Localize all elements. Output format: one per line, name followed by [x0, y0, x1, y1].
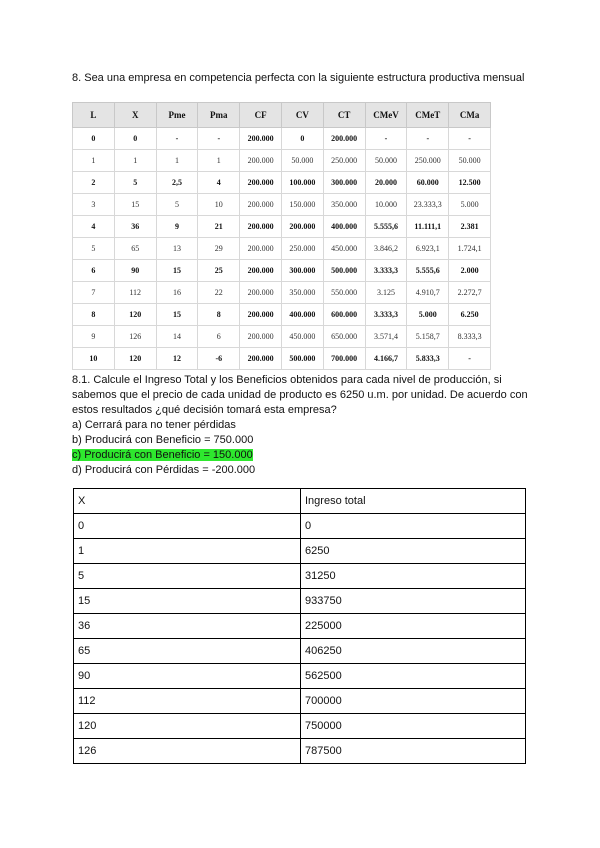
cost-table-cell: 550.000 [323, 282, 365, 304]
cost-table-cell: 23.333,3 [407, 194, 449, 216]
income-table [73, 488, 526, 764]
cost-table-cell: 7 [73, 282, 115, 304]
cost-table-cell: 16 [156, 282, 198, 304]
cost-table-cell: 10 [73, 348, 115, 370]
cost-table-cell: 5.833,3 [407, 348, 449, 370]
cost-table-cell: 500.000 [323, 260, 365, 282]
cost-table-cell: 10.000 [365, 194, 407, 216]
cost-table-cell: 6 [198, 326, 240, 348]
cost-table-body [73, 128, 491, 370]
cost-table-cell: 10 [198, 194, 240, 216]
cost-table-cell: 1 [198, 150, 240, 172]
cost-table-cell: 200.000 [281, 216, 323, 238]
cost-table-cell: 200.000 [323, 128, 365, 150]
cost-table-cell: 15 [156, 260, 198, 282]
cost-table-cell: - [407, 128, 449, 150]
cost-table-cell: 5 [156, 194, 198, 216]
cost-table-cell: 450.000 [281, 326, 323, 348]
cost-table-cell: 8.333,3 [449, 326, 491, 348]
income-table-header-row [74, 489, 526, 514]
income-table-row [74, 539, 526, 564]
cost-table-cell: 200.000 [240, 238, 282, 260]
income-table-body [74, 489, 526, 764]
cost-table-cell: 400.000 [281, 304, 323, 326]
header-cell-cv: CV [281, 103, 323, 128]
cost-table-cell: 200.000 [240, 194, 282, 216]
sub-question-text: 8.1. Calcule el Ingreso Total y los Beneficios obtenidos para cada nivel de producción, si sabemos que el precio de cada unidad de producto es 6250 u.m. por unidad. De acuerdo con estos resultados ¿qué decisión tomará esta empresa? [72, 374, 528, 416]
cost-table-cell: 200.000 [240, 172, 282, 194]
cost-table-cell: 5.555,6 [407, 260, 449, 282]
income-table-row [74, 589, 526, 614]
option-b[interactable] [72, 433, 532, 448]
income-cell-ingreso: 562500 [301, 664, 526, 689]
cost-table-cell: 8 [198, 304, 240, 326]
cost-table-cell: 500.000 [281, 348, 323, 370]
cost-table-cell: 5.000 [449, 194, 491, 216]
income-cell-x: 120 [74, 714, 301, 739]
header-cell-cmet: CMeT [407, 103, 449, 128]
income-table-row [74, 514, 526, 539]
cost-table-cell: 126 [114, 326, 156, 348]
cost-table-cell: 8 [73, 304, 115, 326]
cost-table-cell: 4.910,7 [407, 282, 449, 304]
cost-table-cell: 200.000 [240, 282, 282, 304]
option-a[interactable] [72, 418, 532, 433]
cost-table-cell: 0 [281, 128, 323, 150]
header-cell-pme: Pme [156, 103, 198, 128]
cost-table-cell: 5.555,6 [365, 216, 407, 238]
cost-table-cell: - [198, 128, 240, 150]
income-table-row [74, 639, 526, 664]
cost-table-cell: 20.000 [365, 172, 407, 194]
income-table-row [74, 739, 526, 764]
cost-table-cell: 200.000 [240, 128, 282, 150]
cost-table-cell: 6 [73, 260, 115, 282]
cost-table-cell: 4 [198, 172, 240, 194]
cost-table-cell: 21 [198, 216, 240, 238]
cost-table-cell: 300.000 [323, 172, 365, 194]
cost-table-row [73, 194, 491, 216]
cost-table-cell: 11.111,1 [407, 216, 449, 238]
option-c[interactable] [72, 448, 532, 463]
income-cell-ingreso: 406250 [301, 639, 526, 664]
income-cell-x: 90 [74, 664, 301, 689]
cost-table-row [73, 128, 491, 150]
cost-table-cell: 5 [73, 238, 115, 260]
cost-table-cell: 700.000 [323, 348, 365, 370]
cost-table-row [73, 238, 491, 260]
cost-table-cell: 6.250 [449, 304, 491, 326]
cost-table-cell: 650.000 [323, 326, 365, 348]
income-cell-ingreso: 750000 [301, 714, 526, 739]
income-table-row [74, 664, 526, 689]
header-cell-pma: Pma [198, 103, 240, 128]
cost-table-cell: 90 [114, 260, 156, 282]
cost-table-cell: 200.000 [240, 348, 282, 370]
cost-table-cell: 100.000 [281, 172, 323, 194]
income-header-ingreso: Ingreso total [301, 489, 526, 514]
cost-structure-table [72, 102, 491, 370]
option-d-label: d) Producirá con Pérdidas = -200.000 [72, 464, 256, 476]
cost-table-cell: 5.000 [407, 304, 449, 326]
cost-table-cell: 65 [114, 238, 156, 260]
cost-table-cell: -6 [198, 348, 240, 370]
cost-table-cell: 0 [73, 128, 115, 150]
header-cell-x: X [114, 103, 156, 128]
cost-table-cell: 2,5 [156, 172, 198, 194]
income-cell-x: 5 [74, 564, 301, 589]
cost-table-cell: 3.333,3 [365, 304, 407, 326]
income-cell-ingreso: 6250 [301, 539, 526, 564]
cost-table-row [73, 216, 491, 238]
cost-table-row [73, 304, 491, 326]
income-table-row [74, 614, 526, 639]
question-block [72, 373, 532, 478]
cost-table-cell: 3 [73, 194, 115, 216]
income-table-row [74, 564, 526, 589]
cost-table-cell: 450.000 [323, 238, 365, 260]
cost-table-cell: 29 [198, 238, 240, 260]
income-cell-x: 36 [74, 614, 301, 639]
cost-table-cell: - [449, 128, 491, 150]
cost-table-cell: 600.000 [323, 304, 365, 326]
cost-table-cell: 9 [73, 326, 115, 348]
cost-table-cell: 400.000 [323, 216, 365, 238]
cost-table-cell: 120 [114, 348, 156, 370]
cost-table-cell: 120 [114, 304, 156, 326]
question-title: 8. Sea una empresa en competencia perfecta con la siguiente estructura productiva mensual [72, 72, 525, 84]
header-cell-ct: CT [323, 103, 365, 128]
cost-table-row [73, 282, 491, 304]
cost-table-cell: 1 [156, 150, 198, 172]
cost-table-cell: 4 [73, 216, 115, 238]
cost-table-cell: 2.000 [449, 260, 491, 282]
cost-table-cell: 12 [156, 348, 198, 370]
cost-table-cell: 1 [114, 150, 156, 172]
cost-table-cell: 0 [114, 128, 156, 150]
option-d[interactable] [72, 463, 532, 478]
income-cell-x: 0 [74, 514, 301, 539]
cost-table-cell: 300.000 [281, 260, 323, 282]
cost-table-cell: 50.000 [449, 150, 491, 172]
income-cell-ingreso: 787500 [301, 739, 526, 764]
cost-table-cell: - [365, 128, 407, 150]
cost-table-cell: - [449, 348, 491, 370]
cost-table-cell: 50.000 [281, 150, 323, 172]
cost-table-cell: 13 [156, 238, 198, 260]
cost-table-cell: 3.846,2 [365, 238, 407, 260]
income-cell-x: 65 [74, 639, 301, 664]
cost-table-row [73, 348, 491, 370]
cost-table-cell: 250.000 [407, 150, 449, 172]
income-cell-x: 1 [74, 539, 301, 564]
cost-table-cell: 200.000 [240, 150, 282, 172]
cost-table-cell: 4.166,7 [365, 348, 407, 370]
cost-table-row [73, 150, 491, 172]
income-table-row [74, 689, 526, 714]
income-cell-ingreso: 31250 [301, 564, 526, 589]
cost-table-cell: 2.272,7 [449, 282, 491, 304]
income-header-x: X [74, 489, 301, 514]
cost-table-cell: 150.000 [281, 194, 323, 216]
cost-table-cell: 2.381 [449, 216, 491, 238]
income-cell-ingreso: 700000 [301, 689, 526, 714]
cost-table-header-row [73, 103, 491, 128]
cost-table-cell: 250.000 [281, 238, 323, 260]
option-b-label: b) Producirá con Beneficio = 750.000 [72, 434, 254, 446]
cost-table-cell: 50.000 [365, 150, 407, 172]
cost-table-cell: 112 [114, 282, 156, 304]
cost-table-cell: 1.724,1 [449, 238, 491, 260]
cost-table-cell: 12.500 [449, 172, 491, 194]
income-cell-ingreso: 225000 [301, 614, 526, 639]
cost-table-cell: 9 [156, 216, 198, 238]
cost-table-cell: 3.125 [365, 282, 407, 304]
option-c-label-highlighted: c) Producirá con Beneficio = 150.000 [72, 449, 253, 461]
cost-table-cell: 25 [198, 260, 240, 282]
cost-table-cell: 200.000 [240, 304, 282, 326]
option-a-label: a) Cerrará para no tener pérdidas [72, 419, 236, 431]
income-cell-ingreso: 933750 [301, 589, 526, 614]
cost-table-cell: 350.000 [281, 282, 323, 304]
income-cell-x: 112 [74, 689, 301, 714]
cost-table-cell: 5.158,7 [407, 326, 449, 348]
header-cell-cmev: CMeV [365, 103, 407, 128]
header-cell-cf: CF [240, 103, 282, 128]
cost-table-cell: 36 [114, 216, 156, 238]
cost-table-cell: 250.000 [323, 150, 365, 172]
cost-table-row [73, 326, 491, 348]
cost-table-cell: 3.571,4 [365, 326, 407, 348]
cost-table-cell: 6.923,1 [407, 238, 449, 260]
cost-table-cell: 350.000 [323, 194, 365, 216]
cost-table-cell: 15 [156, 304, 198, 326]
income-cell-x: 15 [74, 589, 301, 614]
cost-table-cell: 1 [73, 150, 115, 172]
cost-table-cell: 2 [73, 172, 115, 194]
cost-table-row [73, 172, 491, 194]
cost-table-cell: 200.000 [240, 326, 282, 348]
header-cell-l: L [73, 103, 115, 128]
cost-table-cell: 60.000 [407, 172, 449, 194]
cost-table-cell: 15 [114, 194, 156, 216]
header-cell-cma: CMa [449, 103, 491, 128]
cost-table-cell: 200.000 [240, 260, 282, 282]
cost-table-cell: 5 [114, 172, 156, 194]
cost-table-cell: 200.000 [240, 216, 282, 238]
income-cell-x: 126 [74, 739, 301, 764]
cost-table-cell: 22 [198, 282, 240, 304]
cost-table-cell: 3.333,3 [365, 260, 407, 282]
cost-table-row [73, 260, 491, 282]
cost-table-cell: 14 [156, 326, 198, 348]
income-table-row [74, 714, 526, 739]
income-cell-ingreso: 0 [301, 514, 526, 539]
cost-table-cell: - [156, 128, 198, 150]
